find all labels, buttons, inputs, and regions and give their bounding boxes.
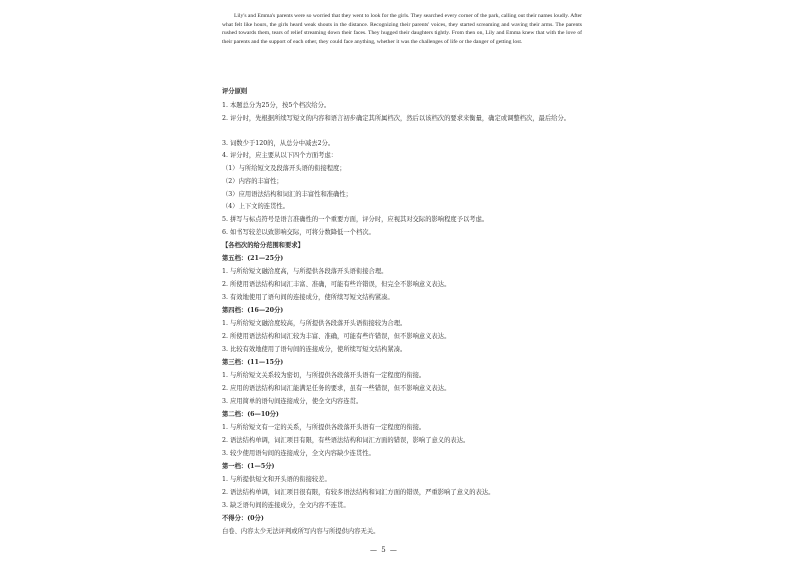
band-title: 第三档：(11—15分) xyxy=(222,359,284,366)
band-item: 3. 较少使用语句间的连接成分，全文内容缺少连贯性。 xyxy=(222,450,375,457)
criteria-item: （1）与所给短文及段落开头语的衔接程度； xyxy=(222,165,346,172)
criteria-title: 评分原则 xyxy=(222,88,248,95)
band-item: 1. 与所给短文融洽度较高，与所提供各段落开头语衔接较为合理。 xyxy=(222,320,407,327)
band-item: 2. 应用的语法结构和词汇能满足任务的要求，虽有一些错误，但不影响意义表达。 xyxy=(222,385,451,392)
criteria-item: （4）上下文的连贯性。 xyxy=(222,203,289,210)
band-item: 1. 与所给短文有一定的关系，与所提供各段落开头语有一定程度的衔接。 xyxy=(222,424,426,431)
band-item: 3. 缺乏语句间的连接成分，全文内容不连贯。 xyxy=(222,502,350,509)
band-title: 第二档：(6—10分) xyxy=(222,411,279,418)
band-item: 2. 所使用语法结构和词汇较为丰富、准确，可能有些许错误，但不影响意义表达。 xyxy=(222,333,451,340)
band-item: 3. 应用简单的语句间连接成分，使全文内容连贯。 xyxy=(222,398,363,405)
page-number: — 5 — xyxy=(370,546,398,554)
criteria-item: （3）应用语法结构和词汇的丰富性和准确性； xyxy=(222,191,352,198)
criteria-item: 6. 如书写较差以致影响交际，可将分数降低一个档次。 xyxy=(222,229,375,236)
band-item: 白卷、内容太少无法评判或所写内容与所提供内容无关。 xyxy=(222,528,380,535)
criteria-item: 1. 本题总分为25分，按5个档次给分。 xyxy=(222,102,331,109)
band-item: 2. 所使用语法结构和词汇丰富、准确，可能有些许错误，但完全不影响意义表达。 xyxy=(222,281,451,288)
band-item: 3. 有效地使用了语句间的连接成分，使所续写短文结构紧凑。 xyxy=(222,294,394,301)
story-passage xyxy=(222,12,582,46)
band-title: 第一档：(1—5分) xyxy=(222,463,275,470)
band-item: 1. 与所给短文关系较为密切，与所提供各段落开头语有一定程度的衔接。 xyxy=(222,372,426,379)
band-item: 1. 与所提供短文和开头语的衔接较差。 xyxy=(222,476,331,483)
band-title: 第五档：(21—25分) xyxy=(222,255,284,262)
criteria-item: 5. 拼写与标点符号是语言准确性的一个重要方面，评分时，应视其对交际的影响程度予以考虑。 xyxy=(222,216,489,223)
band-title: 第四档：(16—20分) xyxy=(222,307,284,314)
band-item: 2. 语法结构单调，词汇项目有限，有些语法结构和词汇方面的错误，影响了意义的表达。 xyxy=(222,437,470,444)
band-item: 1. 与所给短文融洽度高，与所提供各段落开头语衔接合理。 xyxy=(222,268,388,275)
criteria-item: 2. 评分时，先根据所续写短文的内容和语言初步确定其所属档次，然后以该档次的要求来衡量，确定或调整档次，最后给分。 xyxy=(222,115,571,122)
band-title: 不得分：(0分) xyxy=(222,515,264,522)
band-item: 3. 比较有效地使用了语句间的连接成分，使所续写短文结构紧凑。 xyxy=(222,346,407,353)
story-paragraph: Lily's and Emma's parents were so worried that they went to look for the girls. They searched every corner of the park, calling out their names loudly. After what felt like hours, the girls heard weak shouts in the distance. Recognizing their parents' voices, they started screaming and waving their arms. The parents rushed towards them, tears of relief streaming down their faces. They hugged their daughters tightly. From then on, Lily and Emma knew that with the love of their parents and the support of each other, they could face anything, whether it was the challenges of life or the danger of getting lost. xyxy=(222,13,582,45)
criteria-item: （2）内容的丰富性； xyxy=(222,178,283,185)
criteria-item: 3. 词数少于120的，从总分中减去2分。 xyxy=(222,140,335,147)
band-item: 2. 语法结构单调，词汇项目很有限，有较多语法结构和词汇方面的错误，严重影响了意义的表达。 xyxy=(222,489,495,496)
bands-title: 【各档次的给分范围和要求】 xyxy=(222,242,304,249)
criteria-item: 4. 评分时，应主要从以下四个方面考虑： xyxy=(222,152,338,159)
